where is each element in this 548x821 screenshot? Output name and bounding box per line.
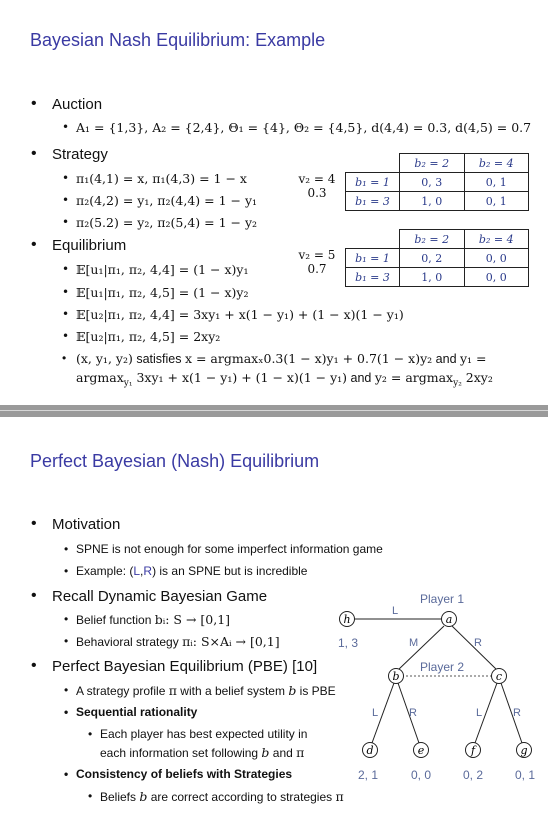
slide-divider — [0, 405, 548, 417]
slide-bayesian-nash-example — [0, 0, 548, 405]
node-e — [414, 743, 429, 758]
edge-label-R: R — [474, 637, 482, 649]
bullet-motivation: • Motivation — [52, 516, 120, 533]
eq-u2-44: • 𝔼[u₂|π₁, π₂, 4,4] = 3xy₁ + x(1 − y₁) + (1 − x)(1 − y₁) — [76, 307, 404, 322]
payoff-e: 0, 0 — [410, 768, 432, 782]
node-c — [492, 669, 507, 684]
table1-prior-label: v₂ = 4 0.3 — [298, 172, 336, 200]
row-header: b₁ = 3 — [346, 192, 400, 211]
row-header: b₁ = 3 — [346, 268, 400, 287]
node-b — [389, 669, 404, 684]
payoff-table-v5 — [345, 229, 529, 287]
edge-label-b-R: R — [409, 707, 417, 719]
strategy-pi1: • π₁(4,1) = x, π₁(4,3) = 1 − x — [76, 171, 247, 186]
svg-text:d: d — [366, 744, 374, 757]
payoff-h: 1, 3 — [337, 636, 359, 650]
svg-text:c: c — [495, 670, 503, 683]
bullet-equilibrium: • Equilibrium — [52, 237, 126, 254]
svg-text:a: a — [445, 613, 453, 626]
payoff-d: 2, 1 — [357, 768, 379, 782]
pbe-consistency-detail: • Beliefs b are correct according to strategies π — [100, 789, 344, 804]
strategy-pi2-v4: • π₂(4,2) = y₁, π₂(4,4) = 1 − y₁ — [76, 193, 257, 208]
node-g — [517, 743, 532, 758]
col-header: b₂ = 4 — [464, 230, 529, 249]
recall-belief: • Belief function bᵢ: S → [0,1] — [76, 612, 230, 627]
payoff-f: 0, 2 — [462, 768, 484, 782]
payoff-cell: 0, 1 — [464, 173, 529, 192]
svg-text:f: f — [470, 744, 476, 757]
game-tree — [0, 417, 548, 821]
payoff-table-v4 — [345, 153, 529, 211]
payoff-cell: 0, 0 — [464, 268, 529, 287]
bullet-auction: • Auction — [52, 96, 102, 113]
pbe-sequential-rationality: • Sequential rationality — [76, 705, 197, 719]
payoff-g: 0, 1 — [514, 768, 536, 782]
edge-label-M: M — [409, 637, 419, 649]
table2-prior-label: v₂ = 5 0.7 — [298, 248, 336, 276]
payoff-cell: 1, 0 — [400, 192, 465, 211]
slide-title: Bayesian Nash Equilibrium: Example — [30, 30, 326, 50]
payoff-cell: 0, 1 — [464, 192, 529, 211]
svg-text:g: g — [520, 744, 528, 757]
row-header: b₁ = 1 — [346, 173, 400, 192]
svg-text:e: e — [417, 744, 425, 757]
pbe-seq-detail-1: • Each player has best expected utility in — [100, 727, 307, 741]
col-header: b₂ = 2 — [400, 154, 465, 173]
payoff-cell: 0, 2 — [400, 249, 465, 268]
svg-text:h: h — [343, 613, 351, 626]
edge-label-c-L: L — [476, 707, 483, 719]
bullet-strategy: • Strategy — [52, 146, 108, 163]
payoff-cell: 1, 0 — [400, 268, 465, 287]
bullet-pbe: • Perfect Bayesian Equilibrium (PBE) [10] — [52, 658, 317, 675]
edge-label-c-R: R — [513, 707, 521, 719]
pbe-profile: • A strategy profile π with a belief system b is PBE — [76, 683, 336, 698]
node-f — [466, 743, 481, 758]
strategy-pi2-v5: • π₂(5.2) = y₂, π₂(5,4) = 1 − y₂ — [76, 215, 257, 230]
node-a — [442, 612, 457, 627]
node-h — [340, 612, 355, 627]
slide-title: Perfect Bayesian (Nash) Equilibrium — [30, 451, 320, 471]
svg-text:b: b — [392, 670, 400, 683]
col-header: b₂ = 4 — [464, 154, 529, 173]
payoff-cell: 0, 0 — [464, 249, 529, 268]
bullet-recall: • Recall Dynamic Bayesian Game — [52, 588, 267, 605]
recall-behavioral: • Behavioral strategy πᵢ: S×Aᵢ → [0,1] — [76, 634, 280, 649]
motivation-spne: • SPNE is not enough for some imperfect information game — [76, 542, 383, 556]
payoff-cell: 0, 3 — [400, 173, 465, 192]
label-player-2: Player 2 — [420, 660, 465, 674]
pbe-consistency: • Consistency of beliefs with Strategies — [76, 767, 292, 781]
eq-condition-line2: argmax$_{y_1}$ 3xy₁ + x(1 − y₁) + (1 − x)(1 − y₁) and y₂ = argmax$_{y_2}$ 2xy₂ — [76, 370, 493, 389]
node-d — [363, 743, 378, 758]
motivation-example: • Example: (L,R) is an SPNE but is incredible — [76, 564, 307, 578]
eq-condition-line1: • (x, y₁, y₂) satisfies x = argmaxₓ0.3(1 − x)y₁ + 0.7(1 − x)y₂ and y₁ = — [76, 351, 487, 366]
col-header: b₂ = 2 — [400, 230, 465, 249]
edge-label-L: L — [392, 605, 399, 617]
auction-definition: • A₁ = {1,3}, A₂ = {2,4}, Θ₁ = {4}, Θ₂ = {4,5}, d(4,4) = 0.3, d(4,5) = 0.7 — [76, 120, 531, 135]
row-header: b₁ = 1 — [346, 249, 400, 268]
slide-perfect-bayesian-equilibrium — [0, 417, 548, 821]
eq-u1-45: • 𝔼[u₁|π₁, π₂, 4,5] = (1 − x)y₂ — [76, 285, 248, 300]
eq-u2-45: • 𝔼[u₂|π₁, π₂, 4,5] = 2xy₂ — [76, 329, 220, 344]
eq-u1-44: • 𝔼[u₁|π₁, π₂, 4,4] = (1 − x)y₁ — [76, 262, 248, 277]
label-player-1: Player 1 — [420, 592, 465, 606]
edge-label-b-L: L — [372, 707, 379, 719]
pbe-seq-detail-2: each information set following b and π — [100, 745, 305, 760]
